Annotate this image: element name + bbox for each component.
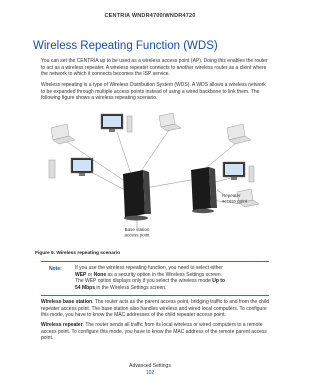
wds-paragraph: Wireless repeating is a type of Wireless Distribution System (WDS). A WDS allows a wireless network to be expanded through multiple access points instead of using a wired backbone to link them. The following figure shows a wireless repeating scenario. xyxy=(41,82,266,102)
figure-caption: Figure 9. Wireless repeating scenario xyxy=(35,251,120,256)
note-line-3: The WEP option displays only if you select the wireless mode xyxy=(75,278,213,285)
running-header: CENTRIA WNDR4700/WNDR4720 xyxy=(104,13,196,19)
base-station-label-2: access point xyxy=(124,232,150,238)
note-line-2: as a security option in the Wireless Settings screen. xyxy=(106,271,223,278)
note-mbps: 54 Mbps xyxy=(75,284,96,291)
repeater-label-2: access point xyxy=(222,198,248,204)
desktop-computer-icon-1 xyxy=(101,114,132,132)
repeater-term: Wireless repeater xyxy=(41,322,83,328)
wireless-repeating-figure xyxy=(41,110,269,246)
footer-section-name: Advanced Settings xyxy=(129,363,171,369)
base-station-term: Wireless base station xyxy=(41,299,93,305)
page-number: 102 xyxy=(145,370,155,376)
note-upto: Up to xyxy=(212,278,225,285)
laptop-icon-3 xyxy=(227,124,251,144)
laptop-icon-2 xyxy=(159,113,181,131)
repeater-section xyxy=(41,322,269,342)
laptop-icon-1 xyxy=(51,124,75,144)
base-station-section xyxy=(41,299,269,319)
repeater-router xyxy=(191,167,217,213)
note-line-4: in the Wireless Settings screen. xyxy=(95,284,167,291)
note-or: or xyxy=(86,271,94,278)
note-wep: WEP xyxy=(75,271,87,278)
repeater-text: . The router sends all traffic from its local wireless or wired computers to a remote access point. To configure this mode, you have to know the MAC address of the remote parent access point. xyxy=(41,322,267,342)
intro-paragraph: You can set the CENTRIA up to be used as a wireless access point (AP). Doing this enables the router to act as a wireless repeater. A wireless repeater connects to another wireless router as a client where the network to which it connects becomes the ISP service. xyxy=(41,58,268,78)
note-label: Note: xyxy=(49,266,62,272)
base-station-router xyxy=(123,170,151,221)
note-none: None xyxy=(93,271,107,278)
section-title: Wireless Repeating Function (WDS) xyxy=(33,40,218,52)
base-station-label-1: Base station xyxy=(124,227,150,232)
base-station-text: . The router acts as the parent access point, bridging traffic to and from the child repeater access point. The base station also handles wireless and wired local computers. To configure this mode, you have to know the MAC addresses of the child repeater access point. xyxy=(41,299,269,319)
repeater-label-1: Repeater xyxy=(222,193,241,198)
note-text xyxy=(75,265,269,291)
note-box xyxy=(41,261,269,296)
desktop-computer-icon-2 xyxy=(49,158,93,178)
note-line-1: If you use the wireless repeating function, you need to select either xyxy=(75,265,223,271)
